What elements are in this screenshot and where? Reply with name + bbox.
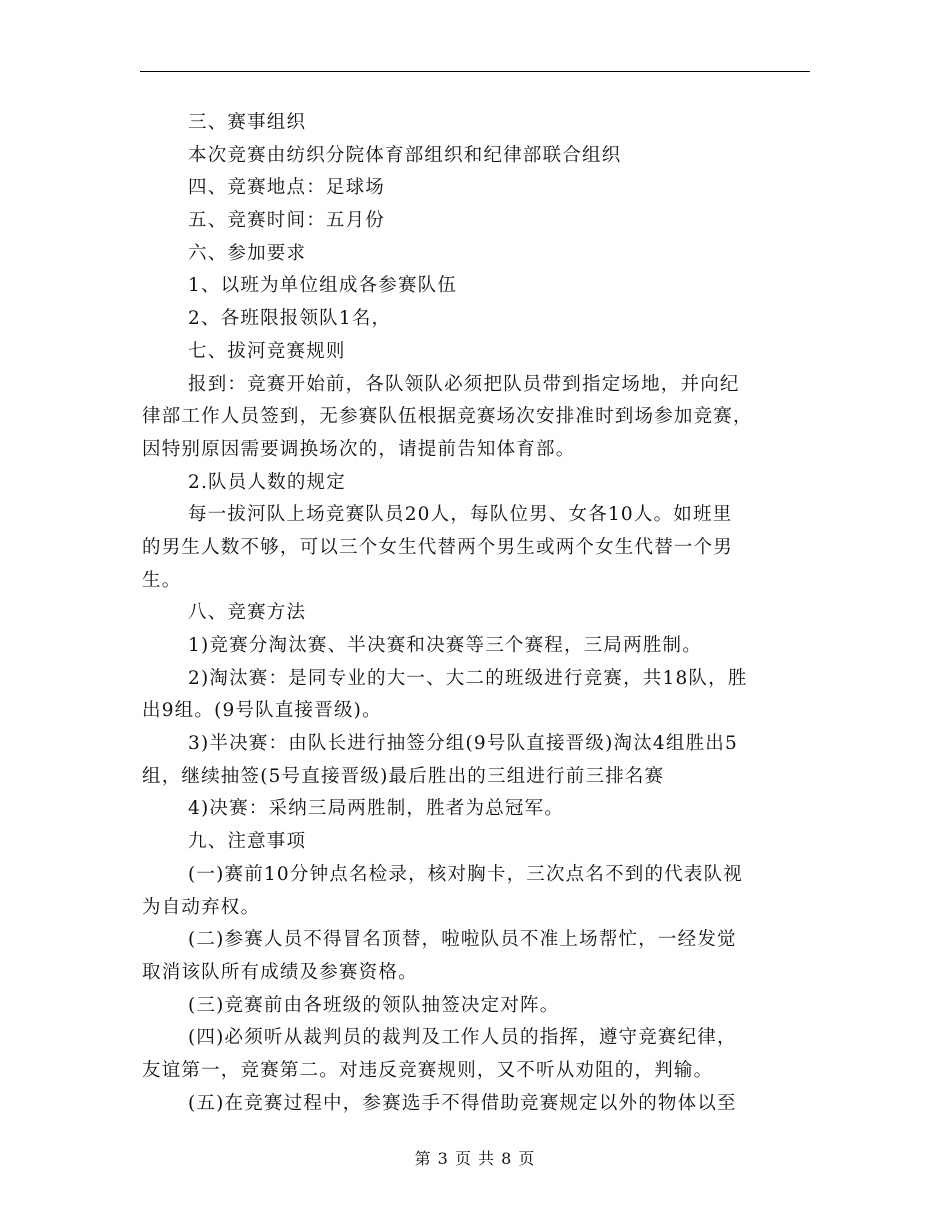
text-line: 的男生人数不够，可以三个女生代替两个男生或两个女生代替一个男 xyxy=(142,536,734,558)
text-line: 四、竞赛地点：足球场 xyxy=(188,177,386,199)
text-line: 组，继续抽签(5号直接晋级)最后胜出的三组进行前三排名赛 xyxy=(142,765,665,787)
text-line: 本次竞赛由纺织分院体育部组织和纪律部联合组织 xyxy=(188,144,622,166)
text-line: (三)竞赛前由各班级的领队抽签决定对阵。 xyxy=(188,994,560,1016)
text-line: 3)半决赛：由队长进行抽签分组(9号队直接晋级)淘汰4组胜出5 xyxy=(188,733,738,755)
page-number-footer: 第 3 页 共 8 页 xyxy=(414,1149,536,1168)
text-line: 七、拔河竞赛规则 xyxy=(188,340,346,362)
text-line: (一)赛前10分钟点名检录，核对胸卡，三次点名不到的代表队视 xyxy=(188,863,743,885)
text-line: 2、各班限报领队1名， xyxy=(188,308,392,330)
text-line: 4)决赛：采纳三局两胜制，胜者为总冠军。 xyxy=(188,798,564,820)
text-line: (四)必须听从裁判员的裁判及工作人员的指挥，遵守竞赛纪律， xyxy=(188,1027,737,1049)
text-line: (二)参赛人员不得冒名顶替，啦啦队员不准上场帮忙，一经发觉 xyxy=(188,929,737,951)
text-line: 为自动弃权。 xyxy=(142,896,261,918)
text-line: 三、赛事组织 xyxy=(188,112,307,133)
text-line: 因特别原因需要调换场次的，请提前告知体育部。 xyxy=(142,438,576,460)
header-rule xyxy=(140,71,810,72)
text-line: (五)在竞赛过程中，参赛选手不得借助竞赛规定以外的物体以至 xyxy=(188,1092,737,1114)
text-line: 五、竞赛时间：五月份 xyxy=(188,210,386,232)
text-line: 1)竞赛分淘汰赛、半决赛和决赛等三个赛程，三局两胜制。 xyxy=(188,635,702,656)
text-line: 2.队员人数的规定 xyxy=(188,471,346,493)
text-line: 2)淘汰赛：是同专业的大一、大二的班级进行竞赛，共18队，胜 xyxy=(188,667,748,689)
text-line: 友谊第一，竞赛第二。对违反竞赛规则，又不听从劝阻的，判输。 xyxy=(142,1059,714,1081)
text-line: 报到：竞赛开始前，各队领队必须把队员带到指定场地，并向纪 xyxy=(188,373,740,395)
text-line: 八、竞赛方法 xyxy=(188,602,307,624)
text-line: 生。 xyxy=(142,569,182,591)
text-line: 六、参加要求 xyxy=(188,242,307,264)
text-line: 每一拔河队上场竞赛队员20人，每队位男、女各10人。如班里 xyxy=(188,504,733,526)
text-line: 九、注意事项 xyxy=(188,831,307,853)
text-line: 出9组。(9号队直接晋级)。 xyxy=(142,700,382,722)
text-line: 1、以班为单位组成各参赛队伍 xyxy=(188,275,458,297)
text-line: 取消该队所有成绩及参赛资格。 xyxy=(142,961,418,983)
text-line: 律部工作人员签到，无参赛队伍根据竞赛场次安排准时到场参加竞赛， xyxy=(142,406,753,428)
document-body xyxy=(142,107,806,1120)
